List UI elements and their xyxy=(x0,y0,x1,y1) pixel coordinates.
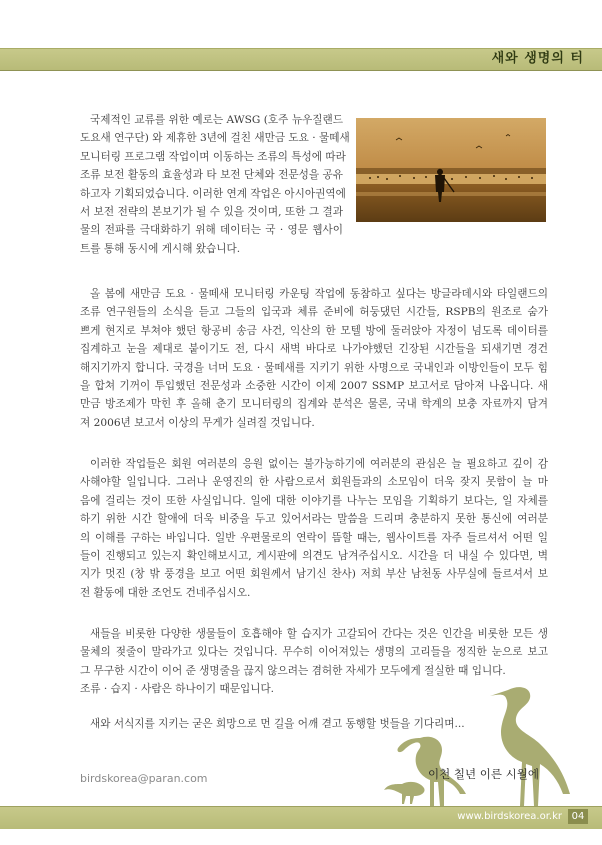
paragraph-2 xyxy=(80,285,548,432)
text-line: 서 보전 전략의 본보기가 될 수 있을 것이며, 또한 그 결과 xyxy=(80,206,343,219)
text-line: 전 활동에 대한 조언도 건네주십시오. xyxy=(80,586,251,599)
contact-email[interactable]: birdskorea@paran.com xyxy=(80,772,208,785)
text-line: 하고자 기획되었습니다. 이러한 연계 작업은 아시아권역에 xyxy=(80,187,346,200)
text-line: 집계하고 눈을 제대로 붙이기도 전, 다시 새벽 바다로 나가야했던 긴장된 시간들을 되새기면 경건 xyxy=(80,343,548,356)
heron-spoonbill-icon xyxy=(380,678,602,806)
text-line: 새들을 비롯한 다양한 생물들이 호흡해야 할 습지가 고갈되어 간다는 것은 인간을 비롯한 모든 생 xyxy=(90,628,548,640)
text-line: 만금 방조제가 막힌 후 올해 춘기 모니터링의 집계와 분석은 물론, 국내 학계의 보충 자료까지 담겨 xyxy=(80,398,548,411)
page-number: 04 xyxy=(568,809,588,824)
text-line: 의 이해를 구하는 바입니다. 일반 우편물로의 연락이 뜸할 때는, 웹사이트를 자주 들르셔서 어떤 일 xyxy=(80,531,548,544)
text-line: 물체의 젖줄이 말라가고 있다는 것입니다. 무수히 이어져있는 생명의 고리들을 정직한 눈으로 보고 xyxy=(80,646,548,659)
text-line: 들이 진행되고 있는지 확인해보시고, 게시판에 의견도 남겨주십시오. 시간을 더 내실 수 있다면, 벽 xyxy=(80,550,548,563)
text-line: 조류 · 습지 · 사람은 하나이기 때문입니다. xyxy=(80,683,275,696)
text-line: 음에 걸리는 것이 또한 사실입니다. 일에 대한 이야기를 나누는 모임을 기획하기 보다는, 일 자체를 xyxy=(80,494,548,507)
text-line: 조류 연구원들의 소식을 듣고 그들의 입국과 체류 준비에 허둥댔던 시간들, RSPB의 원조로 숨가 xyxy=(80,306,548,319)
text-line: 이러한 작업들은 회원 여러분의 응원 없이는 불가능하기에 여러분의 관심은 늘 필요하고 깊이 감 xyxy=(90,458,548,470)
text-line: 물의 전파를 극대화하기 위해 데이터는 국 · 영문 웹사이 xyxy=(80,224,343,237)
paragraph-1 xyxy=(80,111,350,258)
paragraph-3 xyxy=(80,455,548,602)
text-line: 하기 위한 시간 할애에 더욱 비중을 두고 있어서라는 말씀을 드리며 충분하지 못한 통신에 여러분 xyxy=(80,513,548,526)
text-line: 도요새 연구단) 와 제휴한 3년에 걸친 새만금 도요 · 물떼새 xyxy=(80,132,350,145)
text-line: 지가 멋진 (창 밖 풍경을 보고 어떤 회원께서 남기신 찬사) 저희 부산 남천동 사무실에 들르셔서 보 xyxy=(80,568,548,581)
text-line: 져 2006년 보고서 이상의 무게가 실려질 것입니다. xyxy=(80,416,315,429)
text-line: 해지기까지 합니다. 국경을 너머 도요 · 물떼새를 지키기 위한 사명으로 국내인과 이방인들이 모두 힘 xyxy=(80,361,548,374)
section-title: 새와 생명의 터 xyxy=(491,51,584,66)
website-url[interactable]: www.birdskorea.or.kr xyxy=(457,811,562,822)
text-line: 올 봄에 새만금 도요 · 물떼새 모니터링 카운팅 작업에 동참하고 싶다는 방글라데시와 타일랜드의 xyxy=(90,288,548,300)
text-line: 사해야할 일입니다. 그러나 운영진의 한 사람으로서 회원들과의 소모임이 더욱 잦지 못함이 늘 마 xyxy=(80,476,548,489)
signature-date: 이천 칠년 이른 시월에 xyxy=(428,767,539,781)
bird-silhouettes xyxy=(380,678,602,806)
text-line: 을 합쳐 기꺼이 투입했던 전문성과 소중한 시간이 이제 2007 SSMP 보고서로 담아져 나옵니다. 새 xyxy=(80,380,548,393)
text-line: 트를 통해 동시에 게시해 왔습니다. xyxy=(80,242,241,255)
text-line: 새와 서식지를 지키는 굳은 희망으로 먼 길을 어깨 겯고 동행할 벗들을 기다리며... xyxy=(90,718,465,730)
text-line: 국제적인 교류를 위한 예로는 AWSG (호주 뉴우질랜드 xyxy=(90,114,343,126)
wetland-photo-scene xyxy=(356,118,546,222)
text-line: 조류 보전 활동의 효율성과 타 보전 단체와 전문성을 공유 xyxy=(80,169,343,182)
text-line: 쁘게 현지로 부쳐야 했던 항공비 송금 사건, 익산의 한 모텔 방에 둘러앉아 자정이 넘도록 데이터를 xyxy=(80,324,548,337)
text-line: 모니터링 프로그램 작업이며 이동하는 조류의 특성에 따라 xyxy=(80,150,346,163)
wetland-photo xyxy=(356,118,546,222)
closing-line xyxy=(80,715,500,733)
text-line: 그 무구한 시간이 이어 준 생명줄을 끊지 않으려는 겸허한 자세가 모두에게 절실한 때 입니다. xyxy=(80,664,506,677)
